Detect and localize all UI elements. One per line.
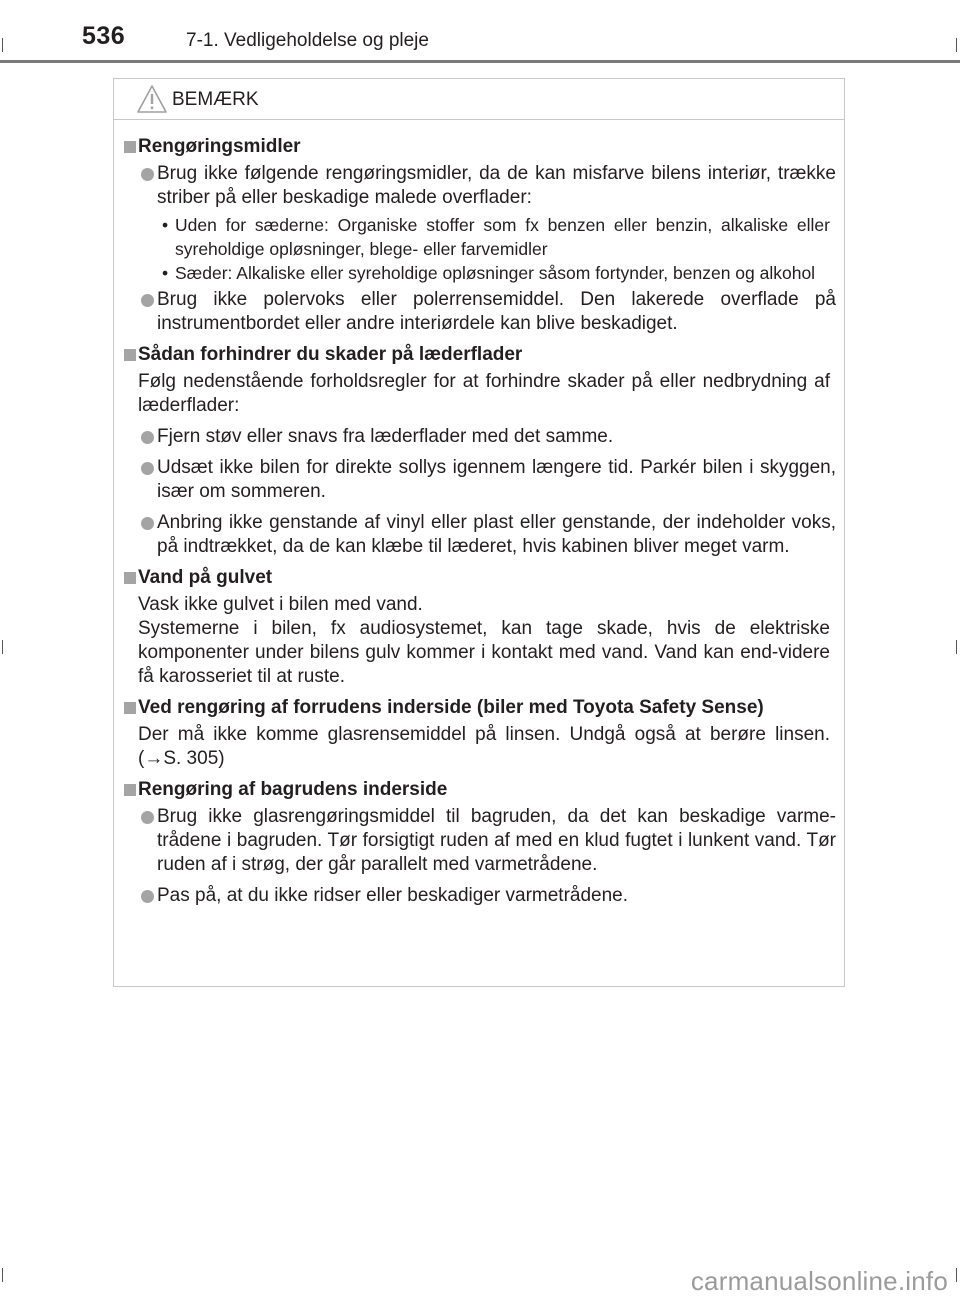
sub-item: • Uden for sæderne: Organiske stoffer som fx benzen eller benzin, alkaliske eller syreholdige opløsninger, blege- eller farvemidler: [162, 215, 830, 259]
circle-bullet-icon: [141, 431, 154, 444]
paragraph: Systemerne i bilen, fx audiosystemet, kan tage skade, hvis de elektriske komponenter under bilens gulv kommer i kontakt med vand. Vand kan end-videre få karosseriet til at ruste.: [138, 618, 830, 687]
section-cleaning-agents: [124, 135, 836, 336]
bullet-item: Brug ikke følgende rengøringsmidler, da de kan misfarve bilens interiør, trække striber på eller beskadige malede overflader:: [124, 162, 836, 210]
bullet-item: Fjern støv eller snavs fra læderflader med det samme.: [124, 425, 836, 449]
section-heading: Ved rengøring af forrudens inderside (biler med Toyota Safety Sense): [124, 696, 836, 720]
circle-bullet-icon: [141, 294, 154, 307]
bullet-item: Brug ikke polervoks eller polerrensemiddel. Den lakerede overflade på instrumentbordet eller andre interiørdele kan blive beskadiget.: [124, 288, 836, 336]
crop-mark: [956, 640, 957, 654]
square-bullet-icon: [124, 702, 136, 714]
paragraph: Vask ikke gulvet i bilen med vand.: [138, 594, 423, 615]
circle-bullet-icon: [141, 890, 154, 903]
section-floor-water: [124, 566, 836, 689]
crop-mark: [2, 640, 3, 654]
watermark: carmanualsonline.info: [690, 1266, 948, 1296]
bullet-item: Udsæt ikke bilen for direkte sollys igennem længere tid. Parkér bilen i skyggen, især om sommeren.: [124, 456, 836, 504]
crop-mark: [2, 38, 3, 52]
crop-mark: [956, 1268, 957, 1282]
square-bullet-icon: [124, 141, 136, 153]
section-windshield: [124, 696, 836, 771]
page-number: 536: [82, 22, 126, 50]
section-heading: Sådan forhindrer du skader på læderflader: [124, 343, 836, 367]
square-bullet-icon: [124, 784, 136, 796]
section-intro: Følg nedenstående forholdsregler for at forhindre skader på eller nedbrydning af læderflader:: [138, 371, 830, 416]
bullet-item: Brug ikke glasrengøringsmiddel til bagruden, da det kan beskadige varme-trådene i bagruden. Tør forsigtigt ruden af med en klud fugtet i lunkent vand. Tør ruden af i strøg, der går parallelt med varmetrådene.: [124, 805, 836, 877]
crop-mark: [956, 38, 957, 52]
bullet-item: Anbring ikke genstande af vinyl eller plast eller genstande, der indeholder voks, på indtrækket, da de kan klæbe til læderet, hvis kabinen bliver meget varm.: [124, 511, 836, 559]
paragraph: Der må ikke komme glasrensemiddel på linsen. Undgå også at berøre linsen. (→S. 305): [138, 724, 830, 769]
square-bullet-icon: [124, 572, 136, 584]
section-heading: Rengøringsmidler: [124, 135, 836, 159]
square-bullet-icon: [124, 349, 136, 361]
notice-box: [113, 78, 845, 987]
bullet-item: Pas på, at du ikke ridser eller beskadiger varmetrådene.: [124, 884, 836, 908]
circle-bullet-icon: [141, 168, 154, 181]
section-leather: [124, 343, 836, 559]
header-rule: [0, 60, 960, 63]
crop-mark: [2, 1268, 3, 1282]
warning-triangle-icon: [136, 84, 168, 114]
section-heading: Rengøring af bagrudens inderside: [124, 778, 836, 802]
notice-header: [114, 79, 844, 120]
notice-title: BEMÆRK: [172, 89, 259, 110]
page-header: [0, 0, 960, 64]
section-title: 7-1. Vedligeholdelse og pleje: [186, 30, 429, 51]
notice-body: [114, 120, 844, 908]
sub-item: • Sæder: Alkaliske eller syreholdige opløsninger såsom fortynder, benzen og alkohol: [162, 263, 816, 283]
section-heading: Vand på gulvet: [124, 566, 836, 590]
circle-bullet-icon: [141, 517, 154, 530]
section-rear-window: [124, 778, 836, 908]
circle-bullet-icon: [141, 462, 154, 475]
circle-bullet-icon: [141, 811, 154, 824]
